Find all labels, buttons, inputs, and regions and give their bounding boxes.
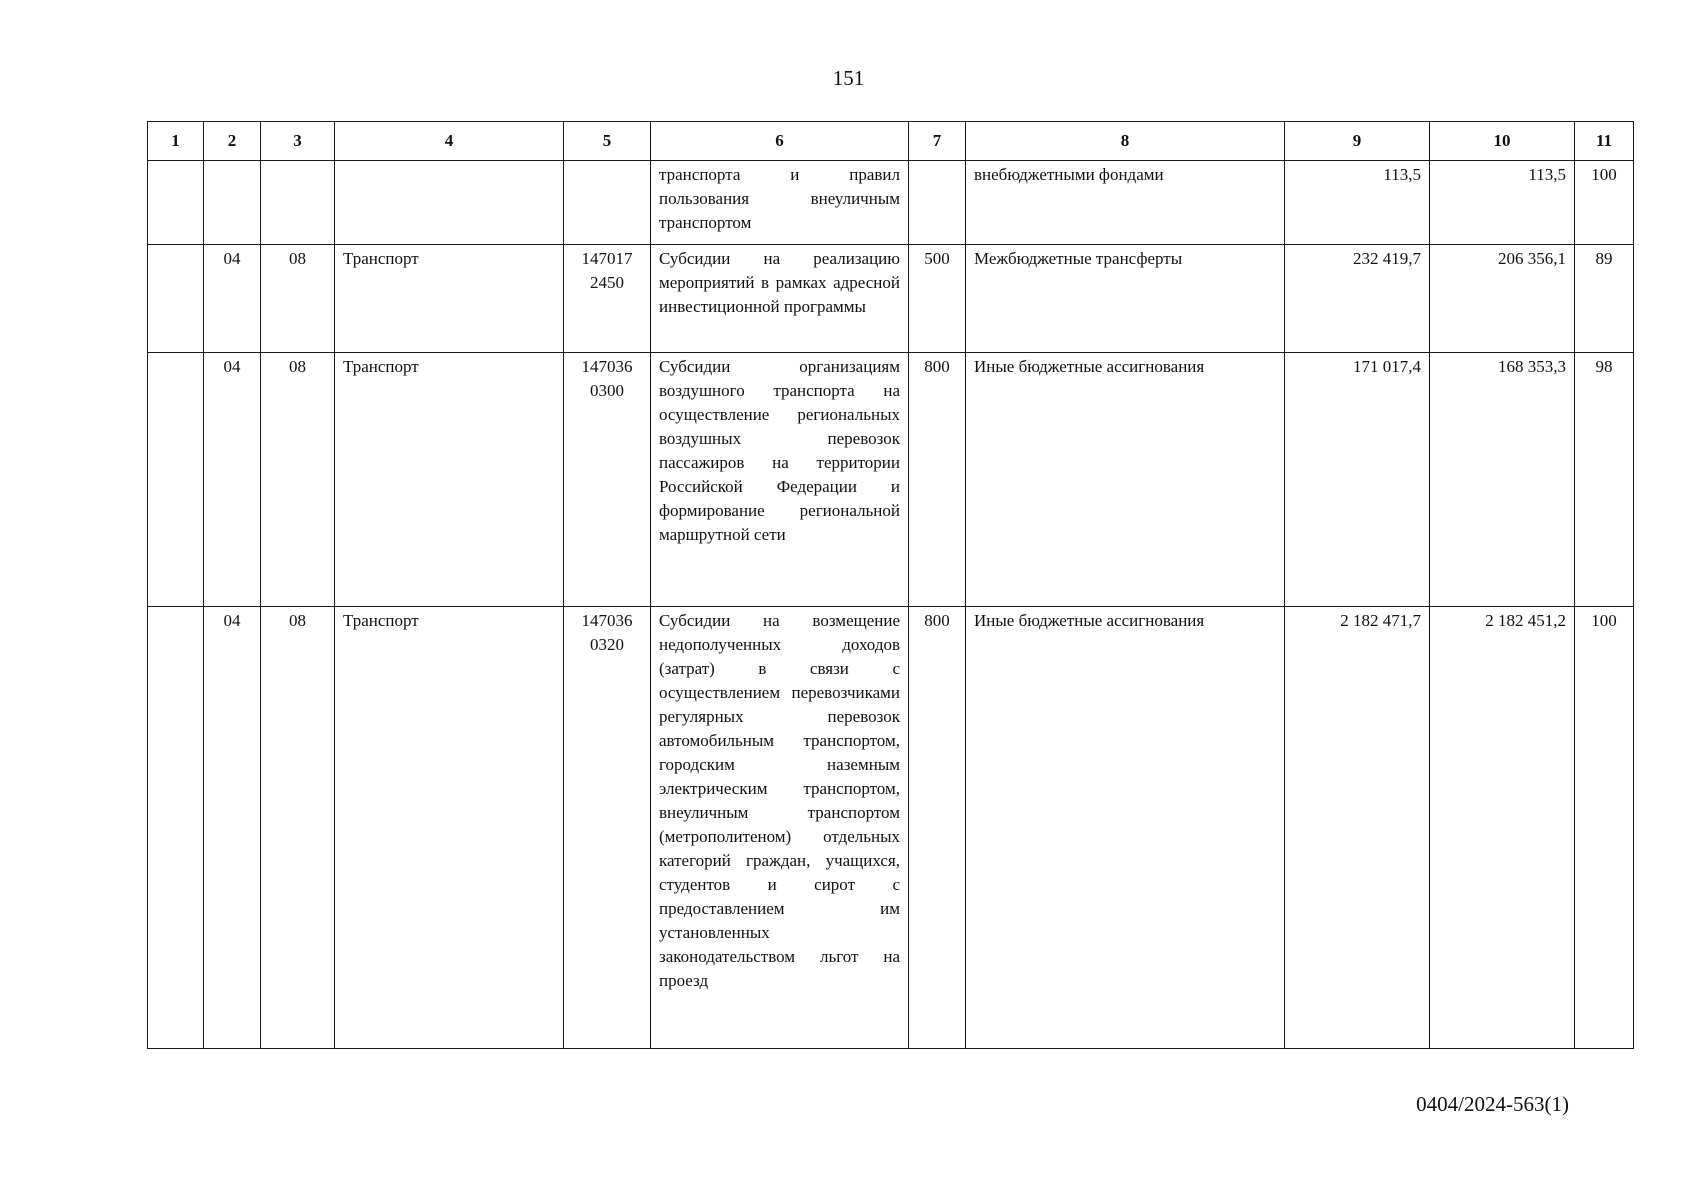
target-code-part1: 147017	[581, 249, 633, 268]
table-row	[148, 161, 1634, 245]
cell-expense-type: 800	[909, 353, 966, 607]
cell-description: транспорта и правил пользования внеуличным транспортом	[651, 161, 909, 245]
cell-col1	[148, 161, 204, 245]
target-code-part2: 0320	[590, 635, 624, 654]
cell-description: Субсидии организациям воздушного транспорта на осуществление региональных воздушных перевозок пассажиров на территории Российской Федерации и формирование региональной маршрутной сети	[651, 353, 909, 607]
cell-percent: 98	[1575, 353, 1634, 607]
cell-section-name	[335, 161, 564, 245]
cell-actual-amount: 168 353,3	[1430, 353, 1575, 607]
header-row	[148, 122, 1634, 161]
cell-col1	[148, 353, 204, 607]
cell-actual-amount: 2 182 451,2	[1430, 607, 1575, 1049]
column-header-1: 1	[148, 122, 204, 161]
cell-percent: 89	[1575, 245, 1634, 353]
cell-planned-amount: 113,5	[1285, 161, 1430, 245]
cell-section: 04	[204, 245, 261, 353]
cell-expense-type-name: внебюджетными фондами	[966, 161, 1285, 245]
column-header-7: 7	[909, 122, 966, 161]
table-row	[148, 353, 1634, 607]
cell-expense-type-name: Межбюджетные трансферты	[966, 245, 1285, 353]
cell-percent: 100	[1575, 161, 1634, 245]
cell-planned-amount: 171 017,4	[1285, 353, 1430, 607]
cell-target-code	[564, 161, 651, 245]
target-code-part1: 147036	[581, 357, 633, 376]
cell-target-code	[564, 607, 651, 1049]
cell-col1	[148, 607, 204, 1049]
page-number: 151	[832, 66, 865, 90]
cell-section: 04	[204, 607, 261, 1049]
cell-subsection: 08	[261, 353, 335, 607]
column-header-3: 3	[261, 122, 335, 161]
cell-section-name: Транспорт	[335, 353, 564, 607]
cell-percent: 100	[1575, 607, 1634, 1049]
column-header-10: 10	[1430, 122, 1575, 161]
cell-section	[204, 161, 261, 245]
cell-target-code	[564, 353, 651, 607]
table-row	[148, 245, 1634, 353]
cell-target-code	[564, 245, 651, 353]
column-header-8: 8	[966, 122, 1285, 161]
target-code-part1: 147036	[581, 611, 633, 630]
table-row	[148, 607, 1634, 1049]
budget-table	[147, 121, 1634, 1049]
cell-expense-type: 800	[909, 607, 966, 1049]
column-header-9: 9	[1285, 122, 1430, 161]
cell-subsection: 08	[261, 245, 335, 353]
cell-planned-amount: 2 182 471,7	[1285, 607, 1430, 1049]
target-code-part2: 0300	[590, 381, 624, 400]
cell-description: Субсидии на возмещение недополученных доходов (затрат) в связи с осуществлением перевозчиками регулярных перевозок автомобильным транспортом, городским наземным электрическим транспортом, внеуличным транспортом (метрополитеном) отдельных категорий граждан, учащихся, студентов и сирот с предоставлением им установленных законодательством льгот на проезд	[651, 607, 909, 1049]
column-header-5: 5	[564, 122, 651, 161]
column-header-4: 4	[335, 122, 564, 161]
column-header-2: 2	[204, 122, 261, 161]
document-number: 0404/2024-563(1)	[1416, 1092, 1569, 1116]
target-code-part2: 2450	[590, 273, 624, 292]
column-header-6: 6	[651, 122, 909, 161]
cell-planned-amount: 232 419,7	[1285, 245, 1430, 353]
cell-subsection	[261, 161, 335, 245]
cell-col1	[148, 245, 204, 353]
cell-section: 04	[204, 353, 261, 607]
cell-section-name: Транспорт	[335, 607, 564, 1049]
cell-actual-amount: 206 356,1	[1430, 245, 1575, 353]
column-header-11: 11	[1575, 122, 1634, 161]
cell-expense-type-name: Иные бюджетные ассигнования	[966, 607, 1285, 1049]
cell-expense-type: 500	[909, 245, 966, 353]
cell-description: Субсидии на реализацию мероприятий в рамках адресной инвестиционной программы	[651, 245, 909, 353]
cell-section-name: Транспорт	[335, 245, 564, 353]
cell-expense-type-name: Иные бюджетные ассигнования	[966, 353, 1285, 607]
cell-subsection: 08	[261, 607, 335, 1049]
cell-actual-amount: 113,5	[1430, 161, 1575, 245]
cell-expense-type	[909, 161, 966, 245]
